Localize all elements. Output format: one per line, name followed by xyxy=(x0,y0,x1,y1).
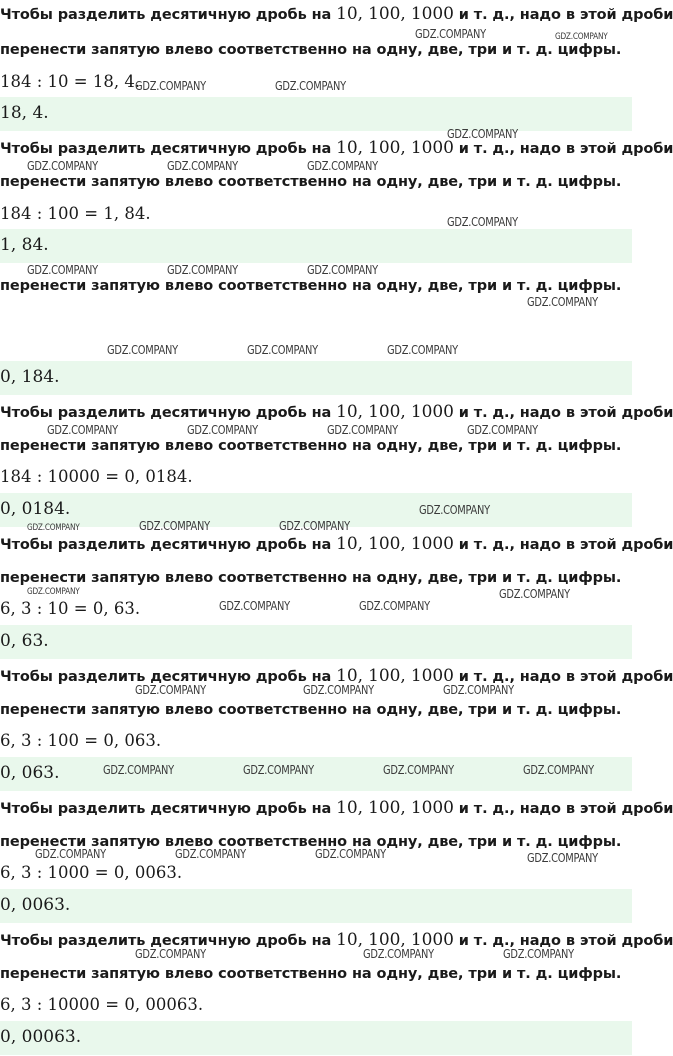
watermark: GDZ.COMPANY xyxy=(279,519,350,533)
watermark: GDZ.COMPANY xyxy=(47,423,118,437)
watermark: GDZ.COMPANY xyxy=(27,587,80,597)
rule-line-2: перенести запятую влево соответственно на одну, две, три и т. д. цифры. xyxy=(0,438,622,454)
answer-text: 0, 0063. xyxy=(0,895,71,915)
watermark: GDZ.COMPANY xyxy=(383,763,454,777)
watermark: GDZ.COMPANY xyxy=(307,159,378,173)
watermark: GDZ.COMPANY xyxy=(327,423,398,437)
answer-box xyxy=(0,229,632,263)
rule-line-1: Чтобы разделить десятичную дробь на 10, 100, 1000 и т. д., надо в этой дроби xyxy=(0,798,673,818)
equation: 6, 3 : 100 = 0, 063. xyxy=(0,731,162,750)
answer-text: 0, 00063. xyxy=(0,1027,82,1047)
rule-line-1: Чтобы разделить десятичную дробь на 10, 100, 1000 и т. д., надо в этой дроби xyxy=(0,666,673,686)
rule-line-2: перенести запятую влево соответственно на одну, две, три и т. д. цифры. xyxy=(0,174,622,190)
watermark: GDZ.COMPANY xyxy=(303,683,374,697)
equation: 6, 3 : 10000 = 0, 00063. xyxy=(0,995,204,1014)
rule-line-2: перенести запятую влево соответственно на одну, две, три и т. д. цифры. xyxy=(0,834,622,850)
watermark: GDZ.COMPANY xyxy=(167,263,238,277)
rule-line-1: Чтобы разделить десятичную дробь на 10, 100, 1000 и т. д., надо в этой дроби xyxy=(0,4,673,24)
watermark: GDZ.COMPANY xyxy=(387,343,458,357)
answer-text: 0, 184. xyxy=(0,367,60,387)
watermark: GDZ.COMPANY xyxy=(167,159,238,173)
answer-text: 18, 4. xyxy=(0,103,49,123)
rule-line-1: Чтобы разделить десятичную дробь на 10, 100, 1000 и т. д., надо в этой дроби xyxy=(0,138,673,158)
rule-line-1: Чтобы разделить десятичную дробь на 10, 100, 1000 и т. д., надо в этой дроби xyxy=(0,402,673,422)
rule-line-2: перенести запятую влево соответственно на одну, две, три и т. д. цифры. xyxy=(0,966,622,982)
answer-text: 0, 063. xyxy=(0,763,60,783)
watermark: GDZ.COMPANY xyxy=(315,847,386,861)
watermark: GDZ.COMPANY xyxy=(27,523,80,533)
watermark: GDZ.COMPANY xyxy=(443,683,514,697)
equation: 184 : 100 = 1, 84. xyxy=(0,204,151,223)
answer-text: 0, 0184. xyxy=(0,499,71,519)
watermark: GDZ.COMPANY xyxy=(447,215,518,229)
watermark: GDZ.COMPANY xyxy=(135,79,206,93)
watermark: GDZ.COMPANY xyxy=(363,947,434,961)
watermark: GDZ.COMPANY xyxy=(527,851,598,865)
watermark: GDZ.COMPANY xyxy=(527,295,598,309)
equation: 184 : 10000 = 0, 0184. xyxy=(0,467,193,486)
answer-box xyxy=(0,1021,632,1055)
watermark: GDZ.COMPANY xyxy=(27,263,98,277)
rule-line-2: перенести запятую влево соответственно на одну, две, три и т. д. цифры. xyxy=(0,278,622,294)
watermark: GDZ.COMPANY xyxy=(135,947,206,961)
equation: 6, 3 : 10 = 0, 63. xyxy=(0,599,141,618)
equation: 184 : 10 = 18, 4. xyxy=(0,72,141,91)
watermark: GDZ.COMPANY xyxy=(135,683,206,697)
answer-box xyxy=(0,361,632,395)
watermark: GDZ.COMPANY xyxy=(503,947,574,961)
rule-line-1: Чтобы разделить десятичную дробь на 10, 100, 1000 и т. д., надо в этой дроби xyxy=(0,930,673,950)
rule-line-2: перенести запятую влево соответственно на одну, две, три и т. д. цифры. xyxy=(0,570,622,586)
watermark: GDZ.COMPANY xyxy=(175,847,246,861)
watermark: GDZ.COMPANY xyxy=(359,599,430,613)
watermark: GDZ.COMPANY xyxy=(243,763,314,777)
watermark: GDZ.COMPANY xyxy=(467,423,538,437)
watermark: GDZ.COMPANY xyxy=(275,79,346,93)
answer-text: 1, 84. xyxy=(0,235,49,255)
watermark: GDZ.COMPANY xyxy=(187,423,258,437)
watermark: GDZ.COMPANY xyxy=(555,32,608,42)
watermark: GDZ.COMPANY xyxy=(307,263,378,277)
watermark: GDZ.COMPANY xyxy=(107,343,178,357)
watermark: GDZ.COMPANY xyxy=(523,763,594,777)
answer-box xyxy=(0,625,632,659)
answer-box xyxy=(0,97,632,131)
watermark: GDZ.COMPANY xyxy=(499,587,570,601)
equation: 6, 3 : 1000 = 0, 0063. xyxy=(0,863,183,882)
watermark: GDZ.COMPANY xyxy=(415,27,486,41)
watermark: GDZ.COMPANY xyxy=(27,159,98,173)
watermark: GDZ.COMPANY xyxy=(103,763,174,777)
watermark: GDZ.COMPANY xyxy=(447,127,518,141)
answer-box xyxy=(0,889,632,923)
watermark: GDZ.COMPANY xyxy=(247,343,318,357)
watermark: GDZ.COMPANY xyxy=(219,599,290,613)
watermark: GDZ.COMPANY xyxy=(419,503,490,517)
rule-line-2: перенести запятую влево соответственно на одну, две, три и т. д. цифры. xyxy=(0,702,622,718)
rule-line-2: перенести запятую влево соответственно на одну, две, три и т. д. цифры. xyxy=(0,42,622,58)
watermark: GDZ.COMPANY xyxy=(35,847,106,861)
watermark: GDZ.COMPANY xyxy=(139,519,210,533)
rule-line-1: Чтобы разделить десятичную дробь на 10, 100, 1000 и т. д., надо в этой дроби xyxy=(0,534,673,554)
answer-text: 0, 63. xyxy=(0,631,49,651)
